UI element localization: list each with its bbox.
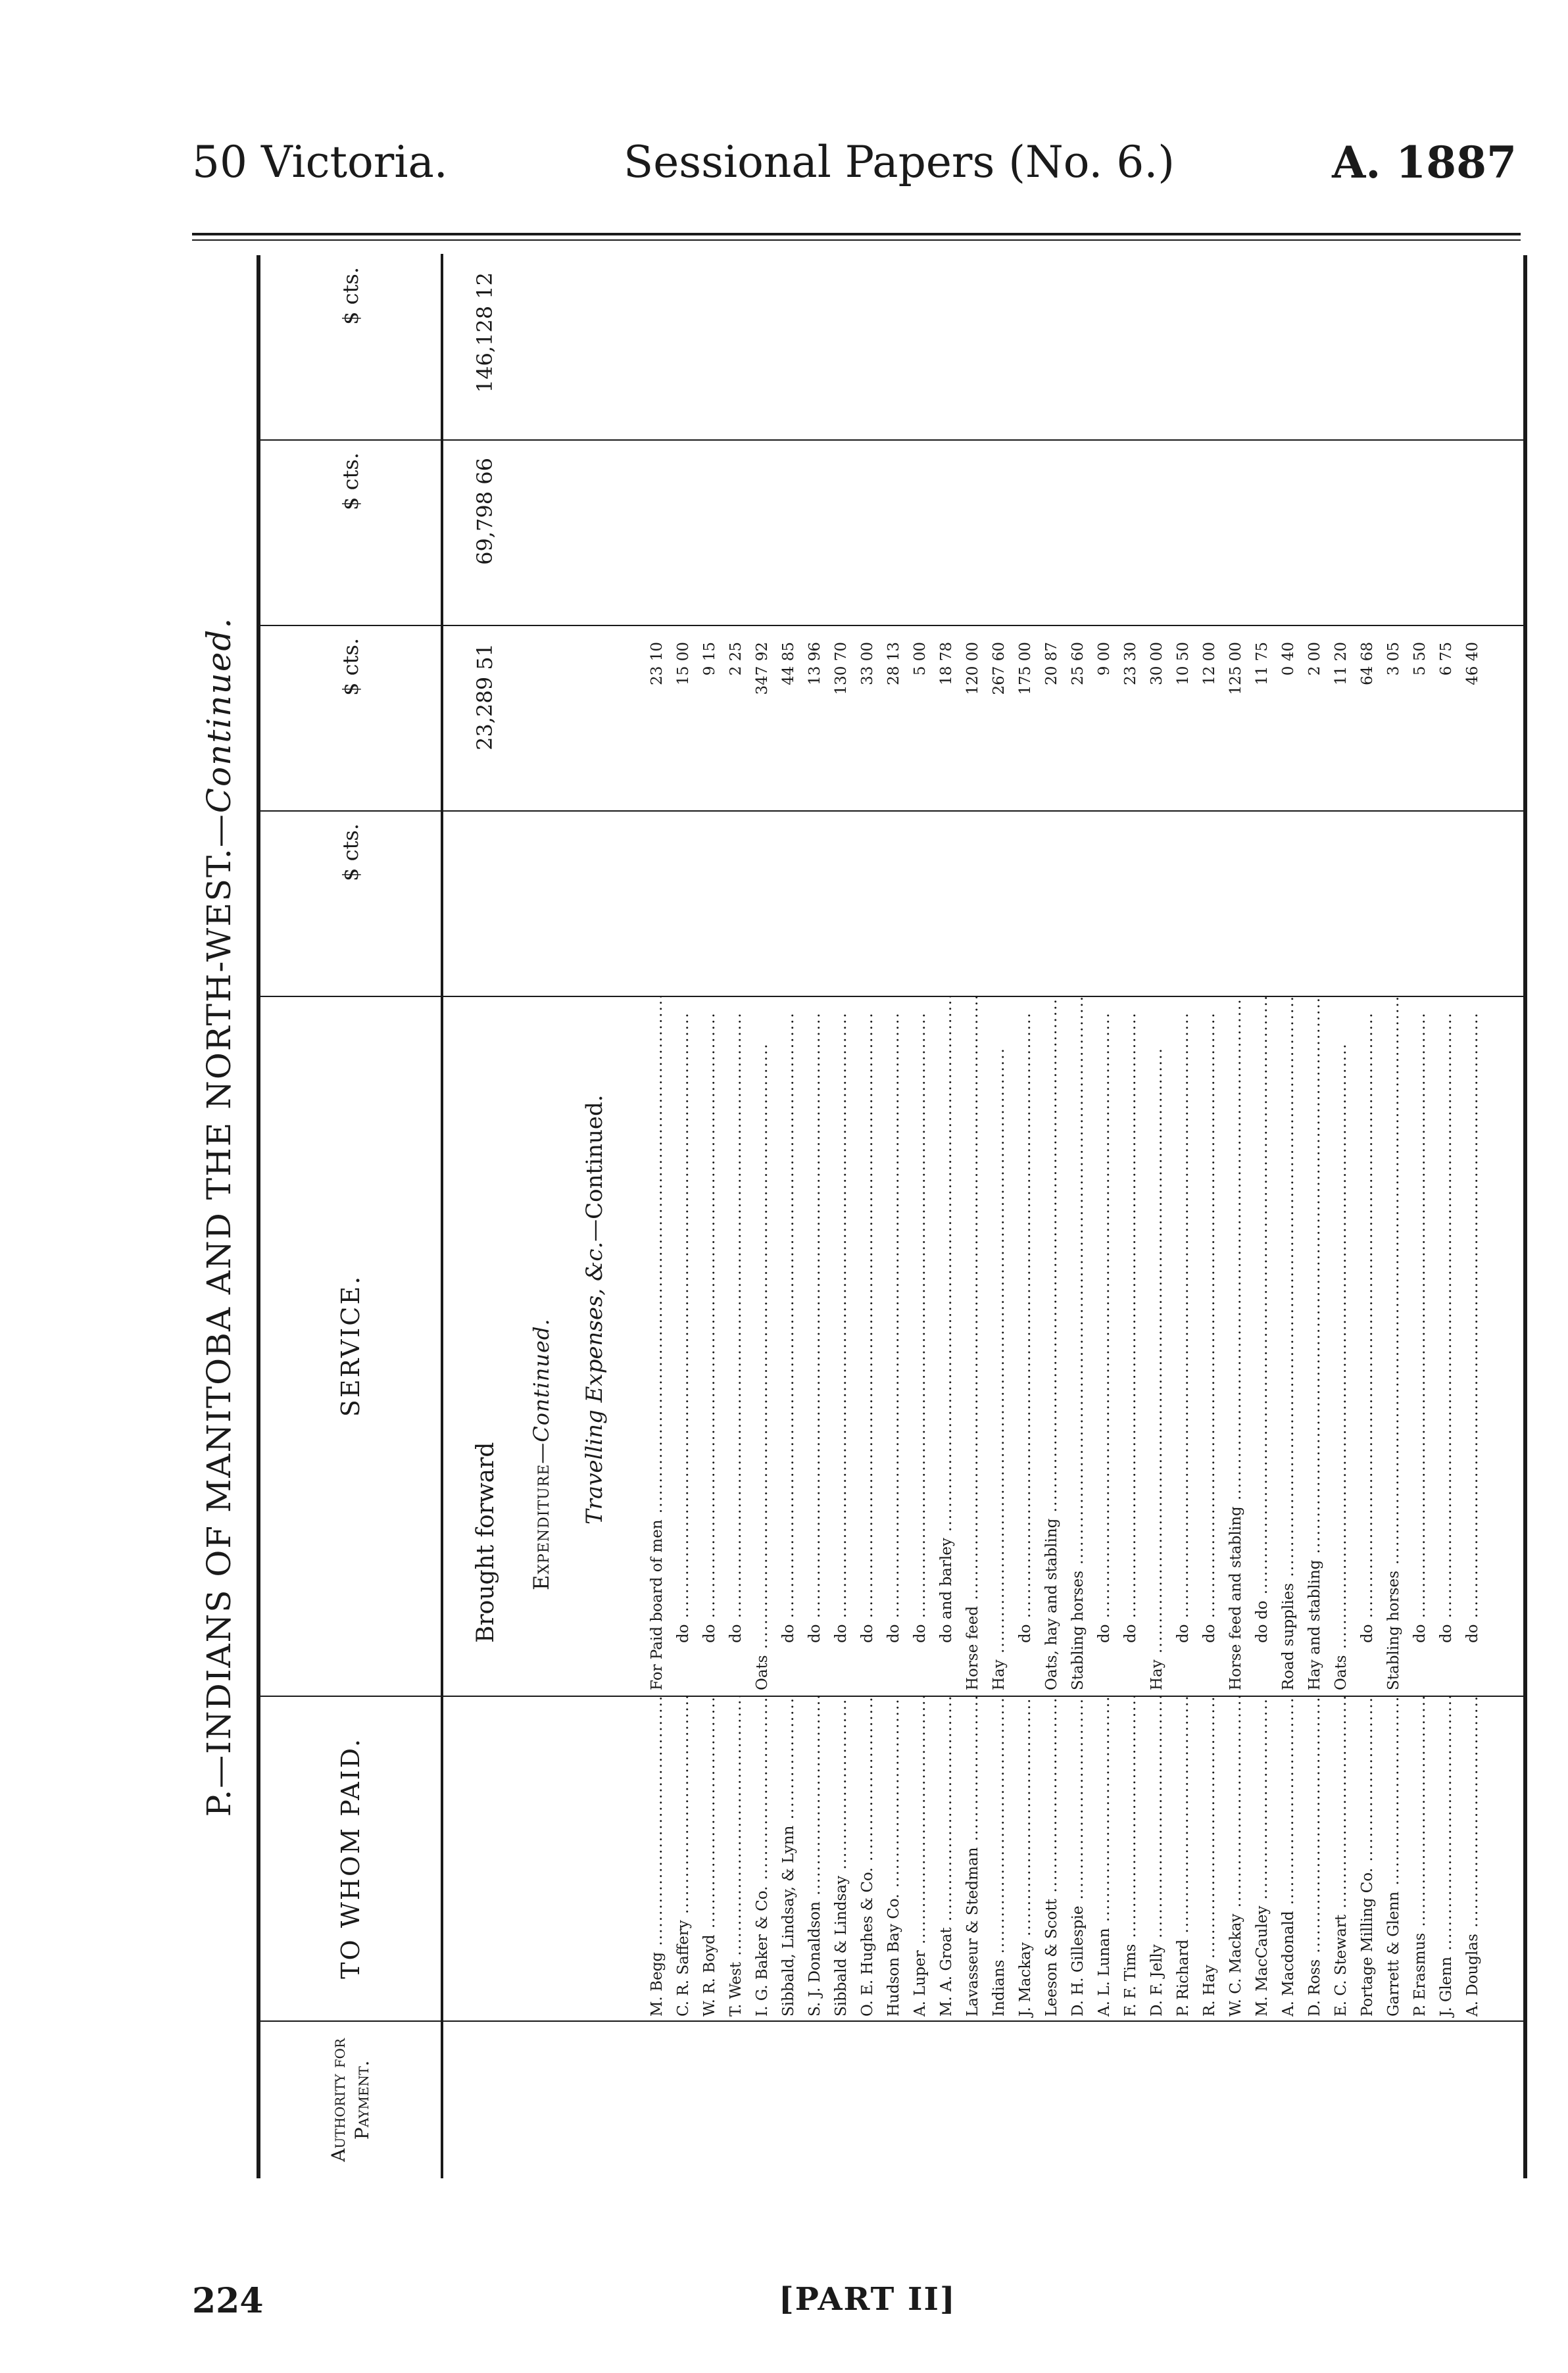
table-title-continued: Continued.	[200, 616, 238, 814]
service-description: Oats .....	[754, 996, 771, 1696]
amount-value: 130 70	[833, 642, 850, 695]
column-money-4	[260, 254, 1523, 441]
payee-name: Lavasseur & Stedman .....	[964, 1696, 981, 2020]
service-description: do .....	[727, 996, 745, 1696]
amount-value: 11 20	[1333, 642, 1350, 685]
service-description: Horse feed .....	[964, 996, 981, 1696]
amount-value: 267 60	[991, 642, 1008, 695]
service-description: do .....	[780, 996, 797, 1696]
payee-name: I. G. Baker & Co. .....	[754, 1696, 771, 2020]
amount-value: 10 50	[1175, 642, 1192, 685]
payee-name: Hudson Bay Co. .....	[885, 1696, 902, 2020]
service-description: do .....	[1411, 996, 1429, 1696]
payee-name: E. C. Stewart .....	[1333, 1696, 1350, 2020]
column-money-1	[260, 810, 1523, 997]
amount-value: 23 30	[1122, 642, 1139, 685]
service-description: Hay .....	[1148, 996, 1165, 1696]
payee-name: R. Hay .....	[1201, 1696, 1218, 2020]
payee-name: D. F. Jelly .....	[1148, 1696, 1165, 2020]
amount-value: 0 40	[1280, 642, 1297, 676]
payee-name: P. Richard .....	[1175, 1696, 1192, 2020]
amount-value: 28 13	[885, 642, 902, 685]
payee-name: C. R. Saffery .....	[675, 1696, 692, 2020]
payee-name: M. Begg .....	[649, 1696, 666, 2020]
amount-value: 18 78	[938, 642, 955, 685]
header-authority: Authority for Payment.	[260, 2022, 443, 2178]
payee-name: P. Erasmus .....	[1411, 1696, 1429, 2020]
service-description: do .....	[912, 996, 929, 1696]
amount-value: 20 87	[1043, 642, 1060, 685]
header-rule-thin	[192, 239, 1521, 241]
service-description: do .....	[675, 996, 692, 1696]
service-description: Horse feed and stabling .....	[1227, 996, 1244, 1696]
service-description: do .....	[701, 996, 718, 1696]
service-description: Road supplies .....	[1280, 996, 1297, 1696]
service-description: do .....	[1096, 996, 1113, 1696]
payee-name: Sibbald, Lindsay, & Lynn .....	[780, 1696, 797, 2020]
payee-name: Sibbald & Lindsay .....	[833, 1696, 850, 2020]
payee-name: A. L. Lunan .....	[1096, 1696, 1113, 2020]
service-description: do .....	[1017, 996, 1034, 1696]
amount-value: 64 68	[1359, 642, 1376, 685]
payee-name: D. H. Gillespie .....	[1069, 1696, 1087, 2020]
service-description: do .....	[859, 996, 876, 1696]
brought-forward-value-1: 23,289 51	[472, 643, 497, 750]
header-money-3: $ cts.	[260, 439, 443, 625]
travelling-label: Travelling Expenses, &c.	[581, 1241, 608, 1525]
payee-name: Leeson & Scott .....	[1043, 1696, 1060, 2020]
brought-forward-value-2: 69,798 66	[472, 458, 497, 565]
service-description: do and barley .....	[938, 996, 955, 1696]
service-description: Oats, hay and stabling .....	[1043, 996, 1060, 1696]
table-title	[200, 255, 238, 2178]
running-header-center: Sessional Papers (No. 6.)	[624, 137, 1175, 187]
service-description: Stabling horses .....	[1069, 996, 1087, 1696]
service-description: do do .....	[1254, 996, 1271, 1696]
amount-value: 9 15	[701, 642, 718, 676]
payee-name: M. A. Groat .....	[938, 1696, 955, 2020]
payee-name: Indians .....	[991, 1696, 1008, 2020]
header-rule	[192, 233, 1521, 235]
column-money-2	[260, 625, 1523, 812]
money-1-body	[443, 810, 1523, 996]
amount-value: 23 10	[649, 642, 666, 685]
service-description: For Paid board of men .....	[649, 996, 666, 1696]
amount-value: 12 00	[1201, 642, 1218, 685]
authority-body	[443, 2022, 1523, 2178]
service-description: Hay .....	[991, 996, 1008, 1696]
amount-value: 347 92	[754, 642, 771, 695]
amount-value: 6 75	[1438, 642, 1455, 676]
payee-name: Portage Milling Co. .....	[1359, 1696, 1376, 2020]
amount-value: 120 00	[964, 642, 981, 695]
brought-forward-value-3: 146,128 12	[472, 272, 497, 393]
service-description: do .....	[1175, 996, 1192, 1696]
travelling-cont: —Continued.	[581, 1094, 608, 1242]
amount-value: 175 00	[1017, 642, 1034, 695]
amount-value: 2 00	[1306, 642, 1323, 676]
amount-value: 11 75	[1254, 642, 1271, 685]
running-header-right: A. 1887	[1332, 137, 1517, 188]
amount-value: 2 25	[727, 642, 745, 676]
payee-name: W. R. Boyd .....	[701, 1696, 718, 2020]
column-authority	[260, 2022, 1523, 2178]
payee-name: A. Douglas .....	[1464, 1696, 1481, 2020]
service-description: do .....	[1201, 996, 1218, 1696]
money-4-body	[443, 254, 1523, 439]
expenditure-subhead	[529, 1318, 554, 1590]
service-description: do .....	[833, 996, 850, 1696]
amount-value: 33 00	[859, 642, 876, 685]
rotated-table-region	[191, 255, 1527, 2178]
amount-value: 46 40	[1464, 642, 1481, 685]
part-label: [PART II]	[779, 2281, 956, 2318]
service-description: do .....	[806, 996, 823, 1696]
amount-value: 5 50	[1411, 642, 1429, 676]
payee-name: Garrett & Glenn .....	[1385, 1696, 1402, 2020]
amount-value: 9 00	[1096, 642, 1113, 676]
header-money-4: $ cts.	[260, 254, 443, 439]
expenditure-label: Expenditure	[529, 1463, 554, 1590]
amount-value: 13 96	[806, 642, 823, 685]
header-whom: TO WHOM PAID.	[260, 1696, 443, 2020]
service-description: Oats .....	[1333, 996, 1350, 1696]
amount-value: 15 00	[675, 642, 692, 685]
payee-name: S. J. Donaldson .....	[806, 1696, 823, 2020]
header-money-1: $ cts.	[260, 810, 443, 996]
money-2-body	[443, 625, 1523, 810]
service-description: Stabling horses .....	[1385, 996, 1402, 1696]
expenditure-cont: —Continued.	[529, 1318, 554, 1464]
whom-body	[443, 1696, 1523, 2020]
page-number: 224	[192, 2281, 264, 2321]
payee-name: T. West .....	[727, 1696, 745, 2020]
money-3-body	[443, 439, 1523, 625]
payee-name: J. Glenn .....	[1438, 1696, 1455, 2020]
brought-forward-label: Brought forward	[472, 1442, 499, 1643]
table-title-main: P.—INDIANS OF MANITOBA AND THE NORTH-WEST.—	[200, 813, 238, 1817]
amount-value: 25 60	[1069, 642, 1087, 685]
payee-name: W. C. Mackay .....	[1227, 1696, 1244, 2020]
column-whom	[260, 1696, 1523, 2022]
amount-value: 30 00	[1148, 642, 1165, 685]
payee-name: F. F. Tims .....	[1122, 1696, 1139, 2020]
service-description: do .....	[1464, 996, 1481, 1696]
service-description: do .....	[1359, 996, 1376, 1696]
expenditure-table	[257, 255, 1527, 2178]
column-money-3	[260, 439, 1523, 626]
running-header-left: 50 Victoria.	[192, 137, 448, 187]
header-service: SERVICE.	[260, 996, 443, 1696]
service-description: do .....	[1438, 996, 1455, 1696]
service-description: do .....	[1122, 996, 1139, 1696]
column-service	[260, 996, 1523, 1697]
amount-value: 125 00	[1227, 642, 1244, 695]
payee-name: A. Macdonald .....	[1280, 1696, 1297, 2020]
amount-value: 3 05	[1385, 642, 1402, 676]
amount-value: 5 00	[912, 642, 929, 676]
payee-name: O. E. Hughes & Co. .....	[859, 1696, 876, 2020]
amount-value: 44 85	[780, 642, 797, 685]
payee-name: D. Ross .....	[1306, 1696, 1323, 2020]
service-body	[443, 996, 1523, 1696]
payee-name: A. Luper .....	[912, 1696, 929, 2020]
travelling-subhead	[581, 1094, 608, 1525]
header-money-2: $ cts.	[260, 625, 443, 810]
service-description: do .....	[885, 996, 902, 1696]
payee-name: M. MacCauley .....	[1254, 1696, 1271, 2020]
payee-name: J. Mackay .....	[1017, 1696, 1034, 2020]
service-description: Hay and stabling .....	[1306, 996, 1323, 1696]
